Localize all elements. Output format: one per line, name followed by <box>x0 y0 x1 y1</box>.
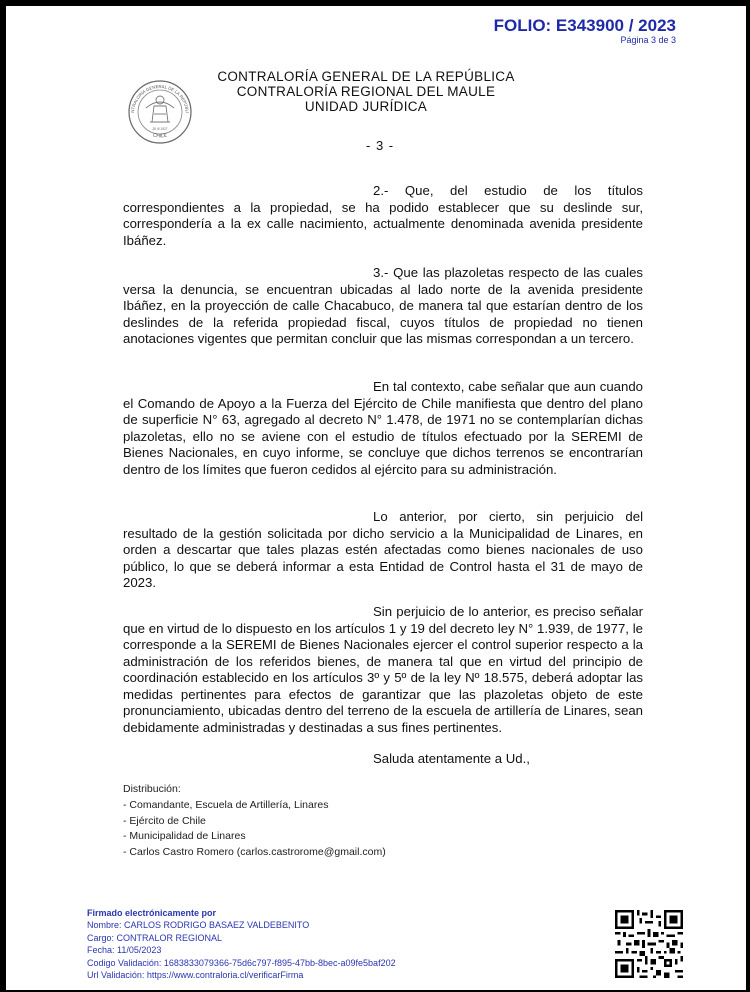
paragraph-municipality-text: Lo anterior, por cierto, sin perjuicio del resultado de la gestión solicitada por dicho servicio a la Municipalidad de Linares, en orden a descartar que tales plazas estén afectadas como bienes nacionales de uso público, lo que se deberá informar a esta Entidad de Control hasta el 31 de mayo de 2023. <box>123 509 643 590</box>
distribution-item: - Municipalidad de Linares <box>123 830 246 843</box>
signature-name: Nombre: CARLOS RODRIGO BASAEZ VALDEBENITO <box>87 920 310 931</box>
seal-text-top: NTRALORÍA GENERAL DE LA REPÚBLI <box>130 83 190 114</box>
header-line-3: UNIDAD JURÍDICA <box>304 99 428 114</box>
document-page <box>6 6 746 990</box>
signature-cargo: Cargo: CONTRALOR REGIONAL <box>87 932 223 943</box>
validation-url[interactable]: Url Validación: https://www.contraloria.cl/verificarFirma <box>87 970 304 981</box>
folio-number: FOLIO: E343900 / 2023 <box>493 16 676 35</box>
distribution-item: - Ejército de Chile <box>123 814 206 827</box>
paragraph-context <box>123 379 643 478</box>
validation-code: Codigo Validación: 1683833079366-75d6c797-f895-47bb-8bec-a09fe5baf202 <box>87 957 396 968</box>
distribution-item: - Carlos Castro Romero (carlos.castrorome@gmail.com) <box>123 846 386 859</box>
closing-salutation: Saluda atentamente a Ud., <box>373 751 530 766</box>
paragraph-seremi-text: Sin perjuicio de lo anterior, es preciso señalar que en virtud de lo dispuesto en los artículos 1 y 19 del decreto ley N° 1.939, de 1977, le corresponde a la SEREMI de Bienes Nacionales ejercer el control superior respecto a la administración de los referidos bienes, de manera tal que en virtud del principio de coordinación establecido en los artículos 3º y 5º de la ley Nº 18.575, deberá adoptar las medidas pertinentes para efectos de garantizar que las plazoletas objeto de este pronunciamiento, ubicadas dentro del terreno de la escuela de artillería de Linares, sean debidamente administradas y destinadas a sus fines pertinentes. <box>123 604 643 735</box>
paragraph-2-text: 2.- Que, del estudio de los títulos correspondientes a la propiedad, se ha podido establecer que su deslinde sur, correspondería a la ex calle nacimiento, actualmente denominada avenida presidente Ibáñez. <box>123 183 643 248</box>
signature-date: Fecha: 11/05/2023 <box>87 945 162 956</box>
paragraph-seremi <box>123 604 643 736</box>
seal-year: 26 III 1927 <box>152 127 168 131</box>
distribution-list <box>123 782 386 861</box>
paragraph-2 <box>123 183 643 249</box>
distribution-item: - Comandante, Escuela de Artillería, Linares <box>123 798 329 811</box>
page-indicator: Página 3 de 3 <box>620 35 676 45</box>
qr-code-icon <box>615 910 683 978</box>
header-line-2: CONTRALORÍA REGIONAL DEL MAULE <box>236 84 496 99</box>
electronic-signature-block <box>87 907 396 981</box>
paragraph-3 <box>123 265 643 348</box>
signature-title: Firmado electrónicamente por <box>87 908 217 918</box>
distribution-title: Distribución: <box>123 783 181 795</box>
letterhead <box>186 69 546 114</box>
header-line-1: CONTRALORÍA GENERAL DE LA REPÚBLICA <box>217 69 515 84</box>
seal-text-bottom: CHILE <box>152 132 168 140</box>
paragraph-3-text: 3.- Que las plazoletas respecto de las cuales versa la denuncia, se encuentran ubicadas al lado norte de la avenida presidente Ibáñez, en la proyección de calle Chacabuco, de manera tal que estarían dentro de los deslindes de la referida propiedad fiscal, cuyos títulos de propiedad no tienen anotaciones vigentes que permitan concluir que las mismas correspondan a un tercero. <box>123 265 643 346</box>
paragraph-municipality <box>123 509 643 592</box>
paragraph-context-text: En tal contexto, cabe señalar que aun cuando el Comando de Apoyo a la Fuerza del Ejército de Chile manifiesta que dentro del plano de superficie N° 63, agregado al decreto N° 1.478, de 1971 no se contemplarían dichas plazoletas, ello no se aviene con el estudio de títulos efectuado por la SEREMI de Bienes Nacionales, en cuyo informe, se concluye que dichos terrenos se encontrarían dentro de los límites que fueron cedidos al ejército para su administración. <box>123 379 643 477</box>
page-number: - 3 - <box>366 138 395 153</box>
